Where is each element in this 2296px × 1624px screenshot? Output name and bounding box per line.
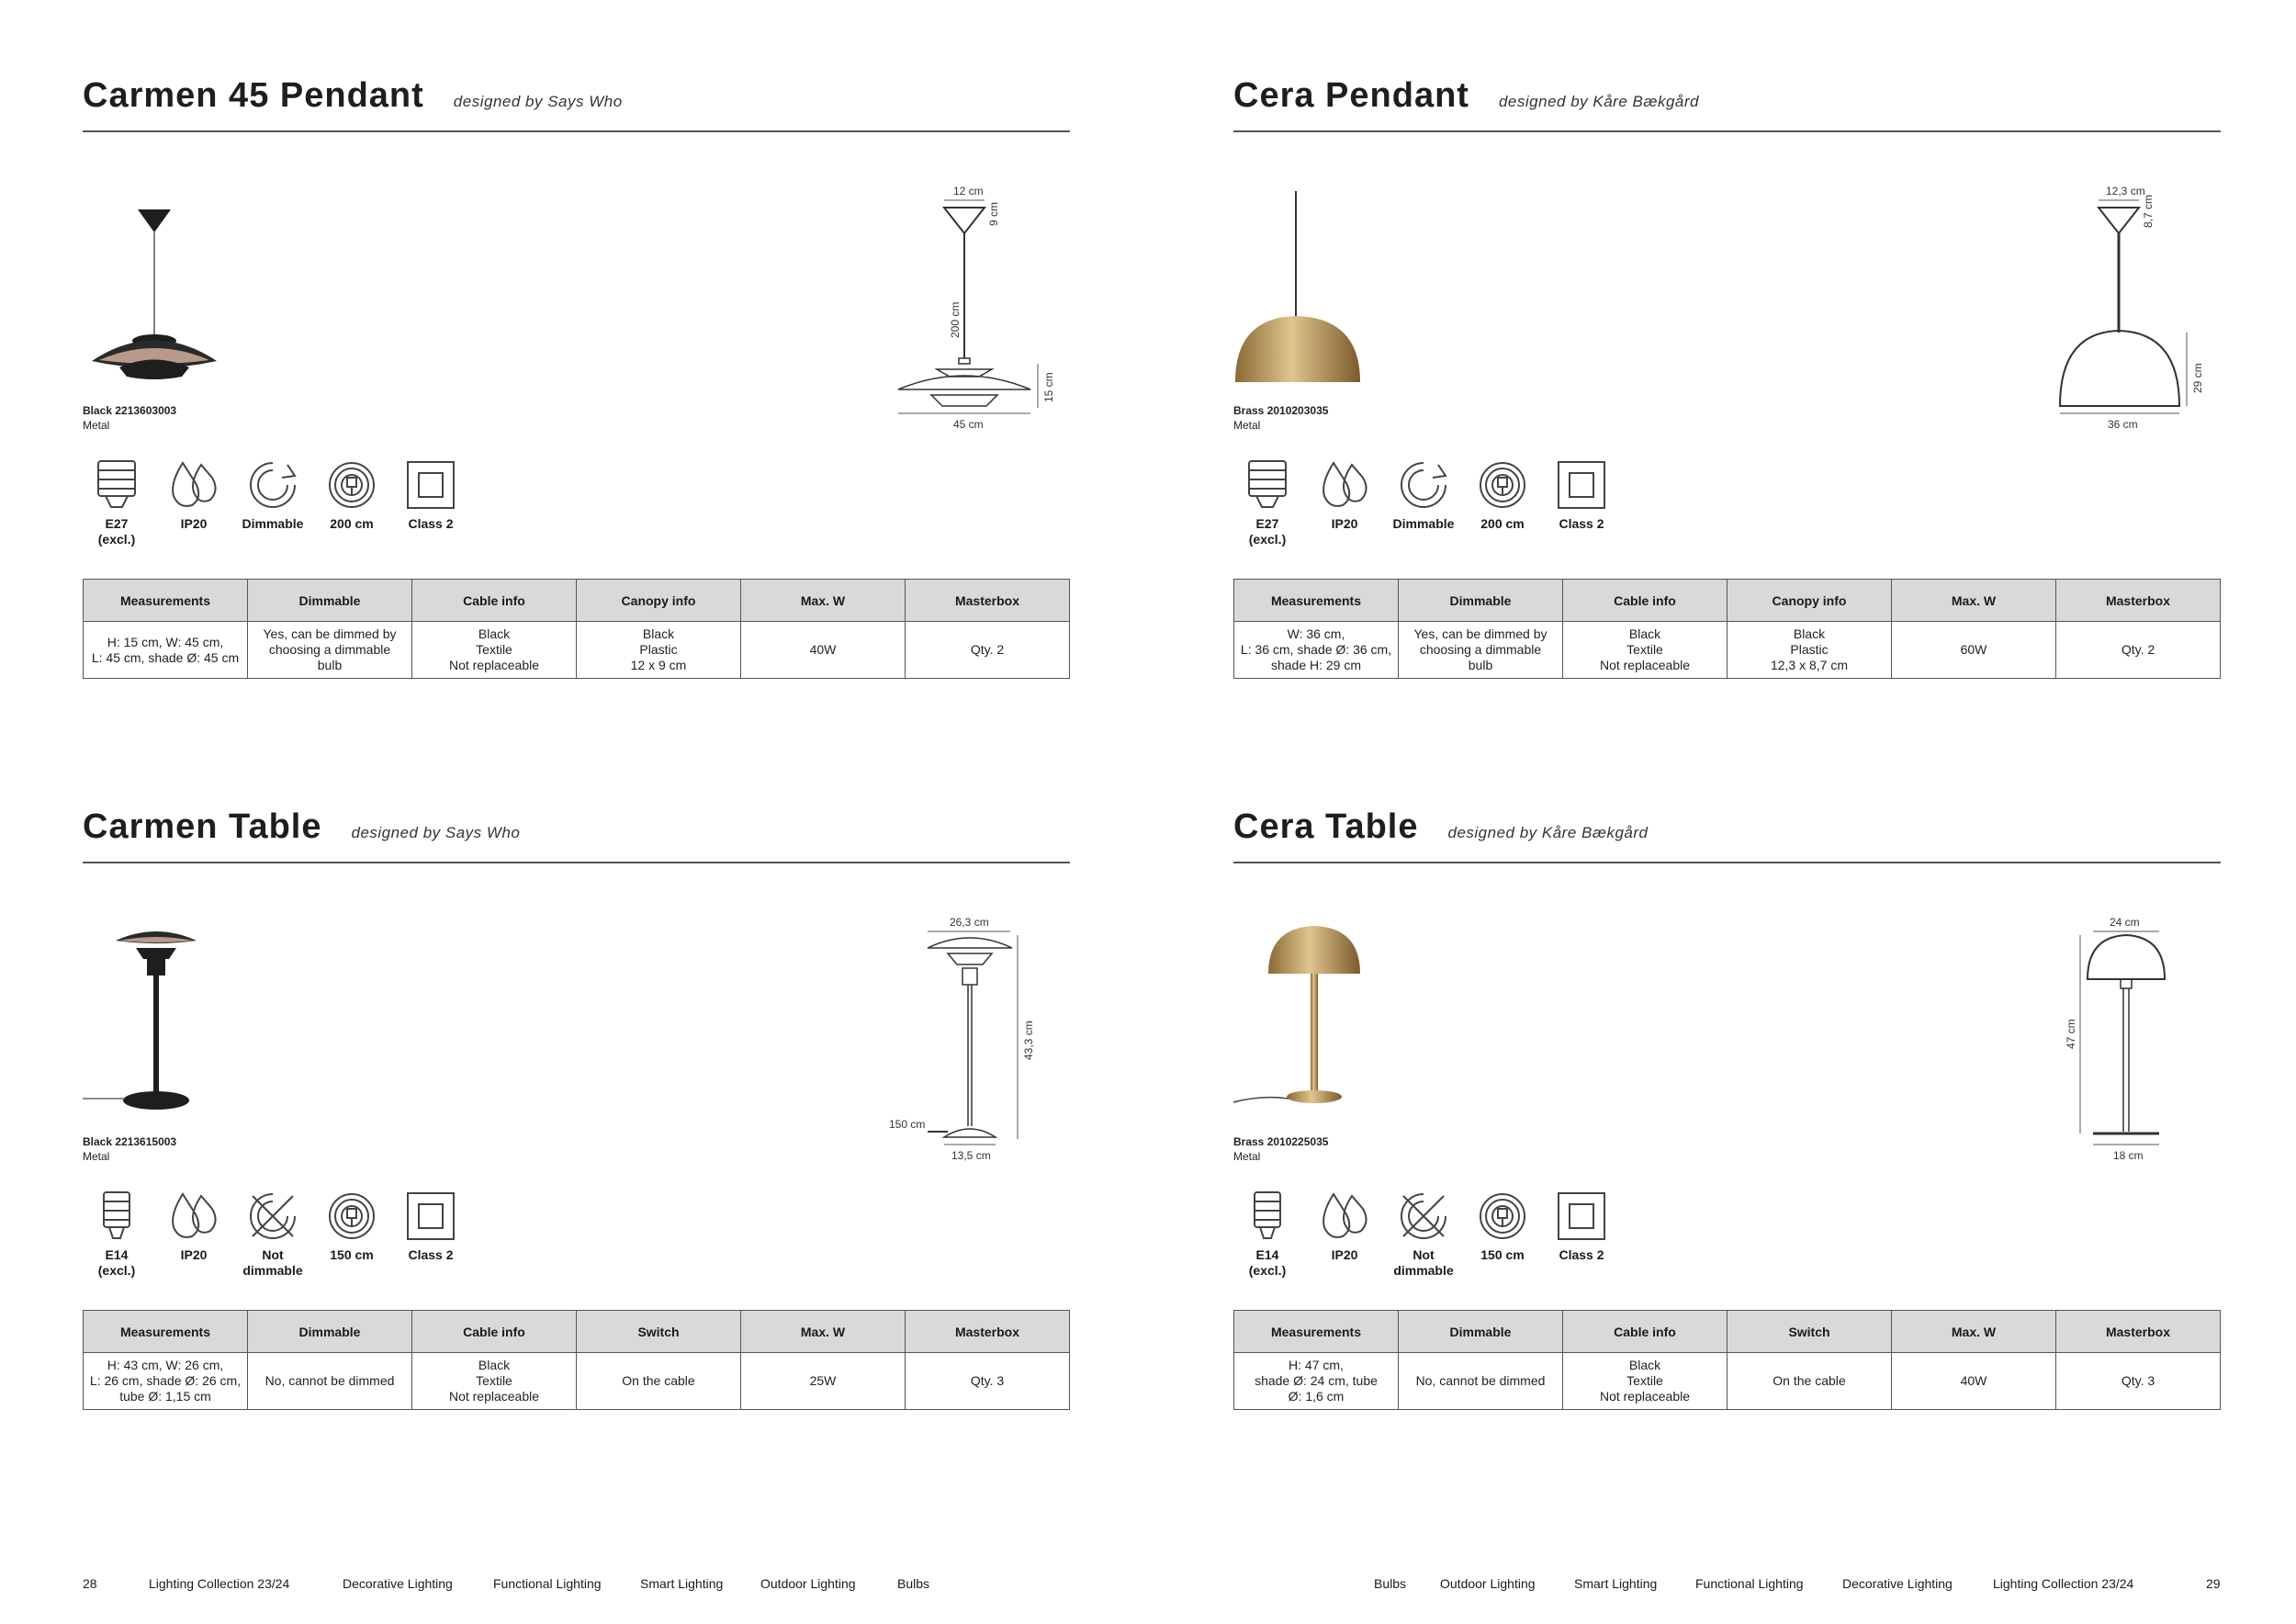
cable-plug-icon [324, 457, 379, 513]
spec-value: Black Textile Not replaceable [412, 622, 577, 679]
spec-value: Yes, can be dimmed by choosing a dimmable bulb [248, 622, 412, 679]
product-title: Cera Pendant [1233, 76, 1469, 115]
spec-header: Measurements [1234, 1311, 1399, 1353]
icon-cell-class [380, 457, 481, 532]
not-dimmable-icon [1396, 1189, 1451, 1244]
spec-table [83, 579, 1070, 679]
designer-credit: designed by Says Who [351, 824, 521, 841]
dim-top: 24 cm [2110, 916, 2140, 929]
spec-header: Switch [1728, 1311, 1892, 1353]
product-photo [83, 913, 230, 1124]
spec-table [83, 1310, 1070, 1410]
spec-value-row [1234, 1353, 2221, 1410]
spec-value: Qty. 3 [2056, 1353, 2221, 1410]
spec-value: No, cannot be dimmed [248, 1353, 412, 1410]
icon-label-dimmable: Dimmable [1392, 516, 1455, 531]
icon-cell-class [1531, 1189, 1632, 1263]
product-title: Cera Table [1233, 807, 1419, 846]
dimension-drawing [889, 913, 1065, 1162]
icon-label-ip: IP20 [1331, 516, 1358, 531]
dimmable-icon [1396, 457, 1451, 513]
spec-header: Dimmable [248, 1311, 412, 1353]
feature-icons [1233, 457, 1665, 558]
spec-value: Qty. 2 [906, 622, 1070, 679]
product-header [83, 72, 1070, 132]
bulb-socket-icon [1242, 1189, 1293, 1244]
spec-header: Canopy info [1728, 580, 1892, 622]
dim-height: 29 cm [2191, 363, 2204, 393]
spec-header: Max. W [741, 580, 906, 622]
class-2-icon [403, 1189, 458, 1244]
nav-link-functional-lighting[interactable]: Functional Lighting [1695, 1576, 1804, 1591]
spec-header-row [1234, 580, 2221, 622]
spec-header: Cable info [1563, 1311, 1728, 1353]
bulb-socket-icon [1242, 457, 1293, 513]
product-photo [83, 182, 230, 393]
nav-link-bulbs[interactable]: Bulbs [897, 1576, 930, 1591]
cable-plug-icon [1475, 1189, 1530, 1244]
spec-value: On the cable [1728, 1353, 1892, 1410]
nav-link-decorative-lighting[interactable]: Decorative Lighting [343, 1576, 453, 1591]
spec-header: Max. W [741, 1311, 906, 1353]
designer-credit: designed by Kåre Bækgård [1498, 93, 1699, 110]
spec-value: H: 15 cm, W: 45 cm, L: 45 cm, shade Ø: 45 cm [84, 622, 248, 679]
spec-value: H: 47 cm, shade Ø: 24 cm, tube Ø: 1,6 cm [1234, 1353, 1399, 1410]
nav-link-decorative-lighting[interactable]: Decorative Lighting [1842, 1576, 1953, 1591]
product-title: Carmen Table [83, 807, 322, 846]
icon-cell-class [1531, 457, 1632, 532]
spec-header: Dimmable [1399, 580, 1563, 622]
feature-icons [1233, 1189, 1665, 1290]
spec-value: No, cannot be dimmed [1399, 1353, 1563, 1410]
spec-header: Canopy info [577, 580, 741, 622]
spec-header: Dimmable [1399, 1311, 1563, 1353]
spec-header: Dimmable [248, 580, 412, 622]
water-drops-icon [1317, 457, 1372, 513]
spec-header: Max. W [1892, 1311, 2056, 1353]
product-sku: Black 2213603003 [83, 404, 177, 417]
spec-header: Masterbox [906, 580, 1070, 622]
icon-label-dimmable: Not dimmable [242, 1247, 303, 1278]
icon-label-dimmable: Not dimmable [1393, 1247, 1454, 1278]
bulb-socket-icon [91, 1189, 142, 1244]
water-drops-icon [166, 457, 221, 513]
dim-height: 47 cm [2065, 1019, 2077, 1049]
spec-header: Max. W [1892, 580, 2056, 622]
product-title: Carmen 45 Pendant [83, 76, 424, 115]
spec-header: Measurements [84, 580, 248, 622]
collection-name: Lighting Collection 23/24 [149, 1576, 290, 1591]
spec-value: H: 43 cm, W: 26 cm, L: 26 cm, shade Ø: 26 cm, tube Ø: 1,15 cm [84, 1353, 248, 1410]
spec-table [1233, 579, 2221, 679]
product-section-cera-table [1233, 803, 2221, 1446]
dim-canopy-height: 8,7 cm [2142, 194, 2155, 228]
dim-cable: 150 cm [889, 1118, 926, 1131]
spec-header: Cable info [1563, 580, 1728, 622]
dim-canopy-height: 9 cm [987, 201, 1000, 226]
nav-link-outdoor-lighting[interactable]: Outdoor Lighting [1440, 1576, 1536, 1591]
spec-value: Qty. 2 [2056, 622, 2221, 679]
icon-label-dimmable: Dimmable [242, 516, 304, 531]
product-section-cera-pendant [1233, 72, 2221, 715]
product-header [1233, 803, 2221, 863]
spec-header: Masterbox [2056, 580, 2221, 622]
cable-plug-icon [1475, 457, 1530, 513]
page-number: 29 [2206, 1576, 2221, 1591]
icon-label-class: Class 2 [408, 1247, 454, 1262]
nav-link-bulbs[interactable]: Bulbs [1374, 1576, 1407, 1591]
water-drops-icon [166, 1189, 221, 1244]
spec-value: W: 36 cm, L: 36 cm, shade Ø: 36 cm, shade H: 29 cm [1234, 622, 1399, 679]
icon-label-ip: IP20 [180, 516, 208, 531]
dim-bottom: 13,5 cm [951, 1149, 991, 1162]
product-sku: Brass 2010203035 [1233, 404, 1329, 417]
bulb-socket-icon [91, 457, 142, 513]
dim-top: 26,3 cm [950, 916, 989, 929]
spec-header: Cable info [412, 1311, 577, 1353]
icon-label-cable: 200 cm [1480, 516, 1525, 531]
icon-cell-class [380, 1189, 481, 1263]
icon-label-class: Class 2 [1559, 516, 1604, 531]
cable-plug-icon [324, 1189, 379, 1244]
spec-value: Yes, can be dimmed by choosing a dimmable bulb [1399, 622, 1563, 679]
icon-label-ip: IP20 [180, 1247, 208, 1262]
dim-height: 43,3 cm [1022, 1021, 1035, 1060]
dim-bottom: 45 cm [953, 418, 984, 431]
product-section-carmen-45-pendant [83, 72, 1070, 715]
dimension-drawing [2042, 913, 2216, 1162]
product-photo [1233, 182, 1380, 393]
spec-value: Black Plastic 12,3 x 8,7 cm [1728, 622, 1892, 679]
dim-height: 15 cm [1042, 372, 1055, 402]
spec-header: Masterbox [906, 1311, 1070, 1353]
icon-label-cable: 150 cm [1480, 1247, 1525, 1262]
spec-header: Masterbox [2056, 1311, 2221, 1353]
spec-value-row [84, 622, 1070, 679]
product-material: Metal [83, 419, 110, 432]
icon-label-socket: E14 (excl.) [1248, 1247, 1287, 1278]
spec-header-row [84, 580, 1070, 622]
icon-label-socket: E27 (excl.) [97, 516, 136, 547]
nav-link-functional-lighting[interactable]: Functional Lighting [493, 1576, 602, 1591]
spec-value: 40W [741, 622, 906, 679]
spec-header-row [84, 1311, 1070, 1353]
nav-link-outdoor-lighting[interactable]: Outdoor Lighting [760, 1576, 856, 1591]
spec-value: 40W [1892, 1353, 2056, 1410]
spec-header: Switch [577, 1311, 741, 1353]
spec-header: Measurements [84, 1311, 248, 1353]
product-photo [1233, 913, 1380, 1124]
icon-label-class: Class 2 [408, 516, 454, 531]
dim-bottom: 36 cm [2108, 418, 2138, 431]
spec-value-row [84, 1353, 1070, 1410]
spec-value: Black Textile Not replaceable [1563, 1353, 1728, 1410]
spec-value: On the cable [577, 1353, 741, 1410]
dimension-drawing [891, 182, 1065, 431]
feature-icons [83, 1189, 514, 1290]
icon-label-cable: 200 cm [330, 516, 374, 531]
spec-value: 25W [741, 1353, 906, 1410]
spec-value: Black Textile Not replaceable [1563, 622, 1728, 679]
spec-value-row [1234, 622, 2221, 679]
spec-header: Cable info [412, 580, 577, 622]
product-section-carmen-table [83, 803, 1070, 1446]
dim-bottom: 18 cm [2113, 1149, 2144, 1162]
icon-label-socket: E27 (excl.) [1248, 516, 1287, 547]
designer-credit: designed by Kåre Bækgård [1447, 824, 1649, 841]
product-header [1233, 72, 2221, 132]
spec-value: Qty. 3 [906, 1353, 1070, 1410]
spec-header: Measurements [1234, 580, 1399, 622]
icon-label-class: Class 2 [1559, 1247, 1604, 1262]
water-drops-icon [1317, 1189, 1372, 1244]
spec-header-row [1234, 1311, 2221, 1353]
product-header [83, 803, 1070, 863]
not-dimmable-icon [245, 1189, 300, 1244]
spec-table [1233, 1310, 2221, 1410]
icon-label-socket: E14 (excl.) [97, 1247, 136, 1278]
collection-name: Lighting Collection 23/24 [1993, 1576, 2134, 1591]
dim-cable: 200 cm [949, 301, 962, 338]
product-sku: Brass 2010225035 [1233, 1135, 1329, 1148]
nav-link-smart-lighting[interactable]: Smart Lighting [640, 1576, 724, 1591]
spec-value: Black Textile Not replaceable [412, 1353, 577, 1410]
dim-top: 12 cm [953, 185, 984, 197]
icon-label-ip: IP20 [1331, 1247, 1358, 1262]
product-material: Metal [83, 1150, 110, 1163]
icon-label-cable: 150 cm [330, 1247, 374, 1262]
dimmable-icon [245, 457, 300, 513]
product-sku: Black 2213615003 [83, 1135, 177, 1148]
spec-value: Black Plastic 12 x 9 cm [577, 622, 741, 679]
designer-credit: designed by Says Who [453, 93, 623, 110]
nav-link-smart-lighting[interactable]: Smart Lighting [1574, 1576, 1658, 1591]
spec-value: 60W [1892, 622, 2056, 679]
class-2-icon [1554, 1189, 1609, 1244]
product-material: Metal [1233, 419, 1261, 432]
dimension-drawing [2042, 182, 2216, 431]
feature-icons [83, 457, 514, 558]
dim-top: 12,3 cm [2106, 185, 2145, 197]
class-2-icon [403, 457, 458, 513]
page-number: 28 [83, 1576, 97, 1591]
class-2-icon [1554, 457, 1609, 513]
product-material: Metal [1233, 1150, 1261, 1163]
